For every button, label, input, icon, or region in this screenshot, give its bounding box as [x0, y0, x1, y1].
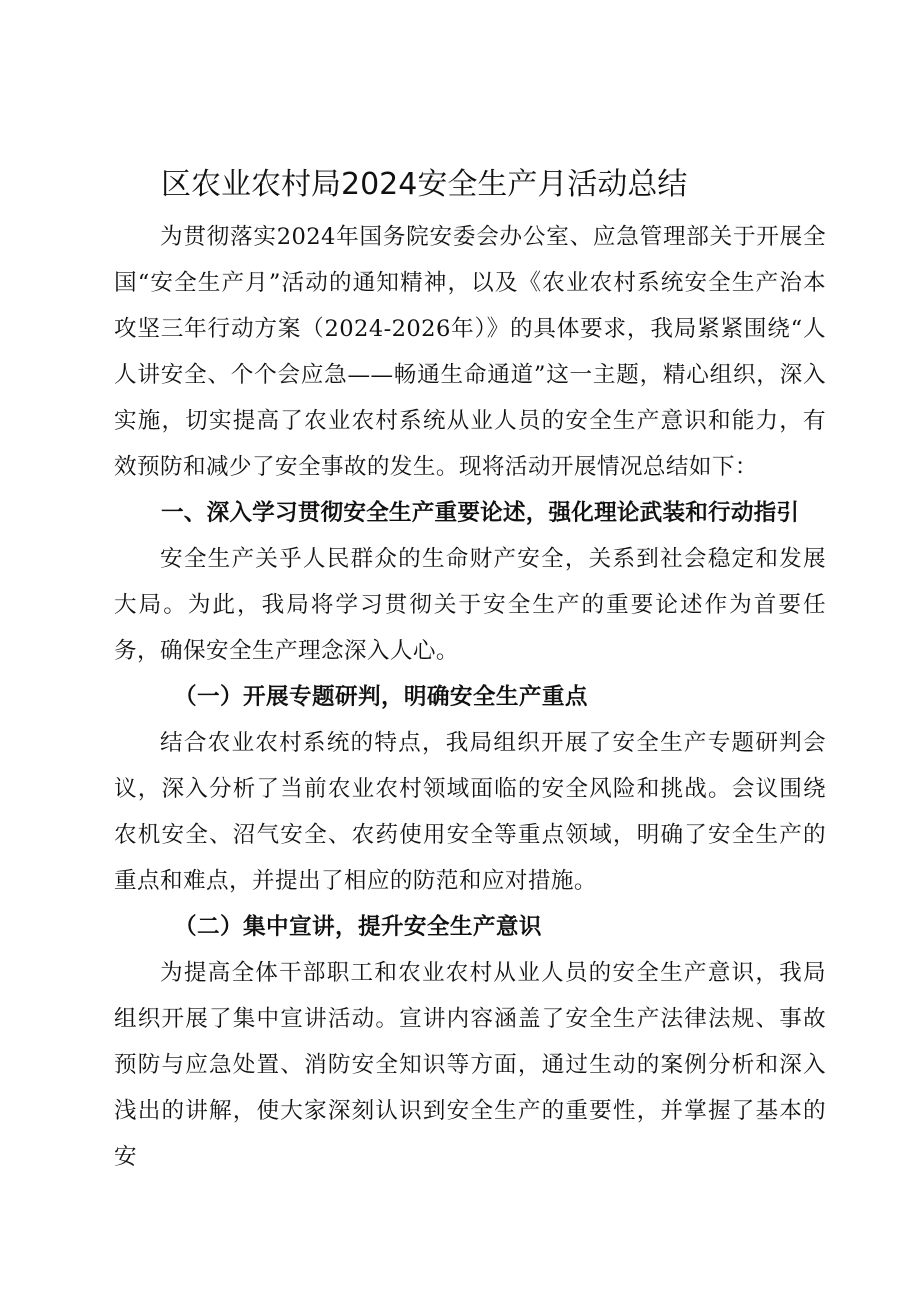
subsection-1-heading: （一）开展专题研判，明确安全生产重点	[174, 684, 588, 710]
section-1-heading: 一、深入学习贯彻安全生产重要论述，强化理论武装和行动指引	[161, 500, 800, 526]
subsection-2-heading: （二）集中宣讲，提升安全生产意识	[174, 914, 542, 940]
subsection-1-paragraph: 结合农业农村系统的特点，我局组织开展了安全生产专题研判会议，深入分析了当前农业农村领域面临的安全风险和挑战。会议围绕农机安全、沼气安全、农药使用安全等重点领域，明确了安全生产的重点和难点，并提出了相应的防范和应对措施。	[114, 730, 826, 894]
intro-paragraph: 为贯彻落实2024年国务院安委会办公室、应急管理部关于开展全国“安全生产月”活动的通知精神，以及《农业农村系统安全生产治本攻坚三年行动方案（2024-2026年）》的具体要求，我局紧紧围绕“人人讲安全、个个会应急——畅通生命通道”这一主题，精心组织，深入实施，切实提高了农业农村系统从业人员的安全生产意识和能力，有效预防和减少了安全事故的发生。现将活动开展情况总结如下：	[114, 224, 826, 480]
section-1-paragraph: 安全生产关乎人民群众的生命财产安全，关系到社会稳定和发展大局。为此，我局将学习贯彻关于安全生产的重要论述作为首要任务，确保安全生产理念深入人心。	[114, 546, 826, 664]
subsection-2-paragraph: 为提高全体干部职工和农业农村从业人员的安全生产意识，我局组织开展了集中宣讲活动。宣讲内容涵盖了安全生产法律法规、事故预防与应急处置、消防安全知识等方面，通过生动的案例分析和深入浅出的讲解，使大家深刻认识到安全生产的重要性，并掌握了基本的安	[114, 960, 826, 1170]
document-title: 区农业农村局2024安全生产月活动总结	[161, 167, 688, 202]
